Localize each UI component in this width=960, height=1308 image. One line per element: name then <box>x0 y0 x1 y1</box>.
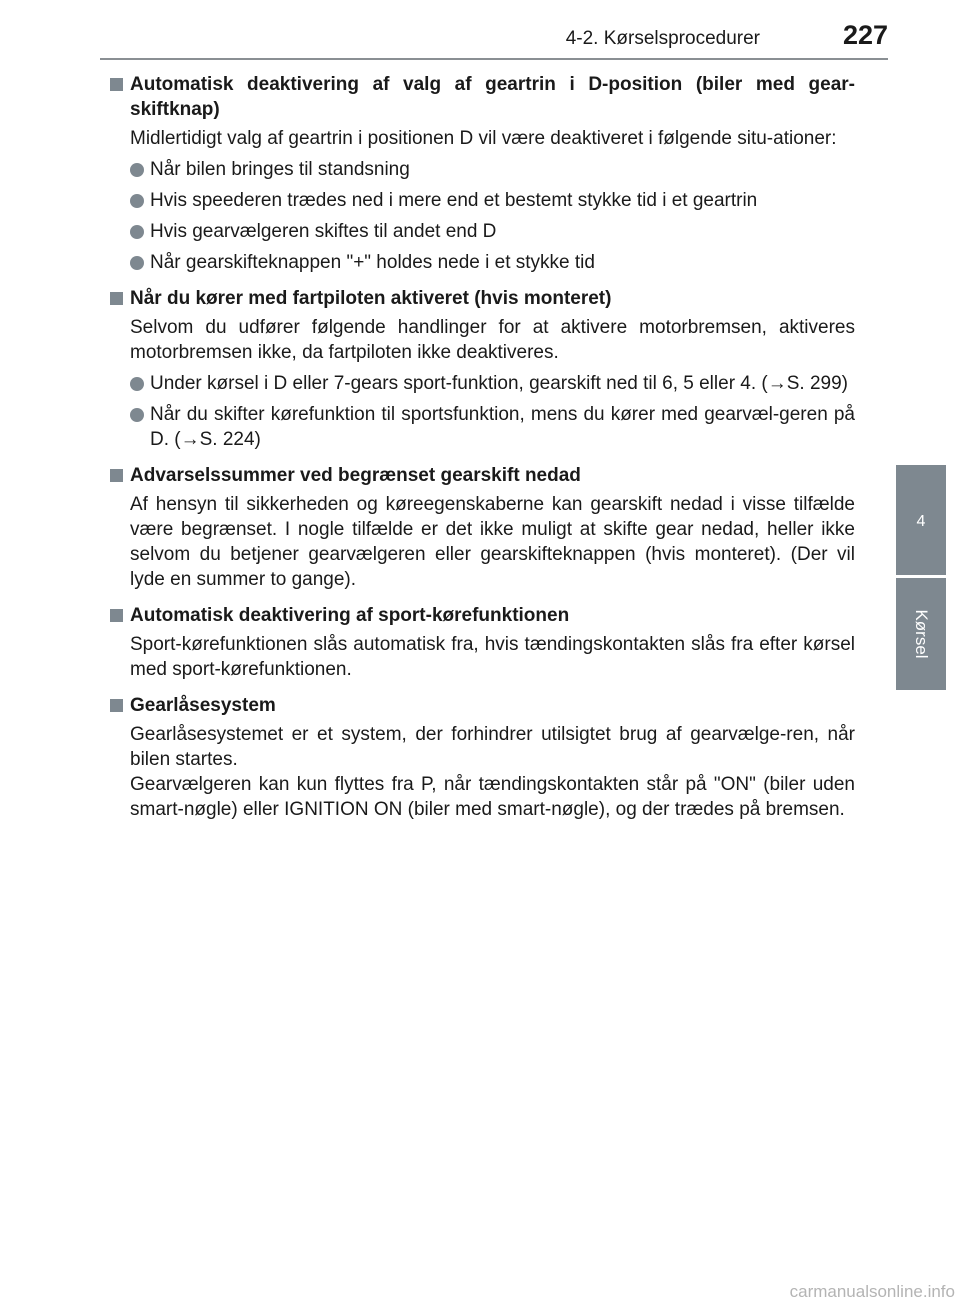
section-warning-buzzer <box>110 463 855 592</box>
section-heading-text: Gearlåsesystem <box>130 695 276 716</box>
section-auto-deactivation-d <box>110 72 855 275</box>
square-bullet-icon <box>110 609 123 622</box>
bullet-list <box>110 157 855 275</box>
section-paragraph: Selvom du udfører følgende handlinger for at aktivere motorbremsen, aktiveres motorbremsen ikke, da fartpiloten ikke deaktiveres. <box>130 317 855 363</box>
list-item-text: Når du skifter kørefunktion til sportsfunktion, mens du kører med gearvæl-geren på D. (→S. 224) <box>150 404 855 450</box>
list-item-text: Hvis speederen trædes ned i mere end et bestemt stykke tid i et geartrin <box>150 190 758 211</box>
circle-bullet-icon <box>130 194 144 208</box>
list-item <box>130 188 855 213</box>
circle-bullet-icon <box>130 256 144 270</box>
list-item <box>130 402 855 452</box>
circle-bullet-icon <box>130 225 144 239</box>
chapter-number: 4 <box>916 513 926 530</box>
section-gear-lock-system <box>110 693 855 822</box>
square-bullet-icon <box>110 469 123 482</box>
bullet-list <box>110 371 855 452</box>
section-cruise-control <box>110 286 855 452</box>
list-item <box>130 157 855 182</box>
section-paragraph: Sport-kørefunktionen slås automatisk fra, hvis tændingskontakten slås fra efter kørsel med sport-kørefunktionen. <box>130 634 855 680</box>
section-heading <box>110 463 855 488</box>
list-item-text: Når gearskifteknappen "+" holdes nede i et stykke tid <box>150 252 595 273</box>
section-heading-text: Automatisk deaktivering af sport-kørefunktionen <box>130 605 570 626</box>
square-bullet-icon <box>110 699 123 712</box>
square-bullet-icon <box>110 78 123 91</box>
square-bullet-icon <box>110 292 123 305</box>
chapter-label: Kørsel <box>912 609 931 659</box>
section-heading-text: Automatisk deaktivering af valg af geartrin i D-position (biler med gear-skiftknap) <box>130 74 855 120</box>
circle-bullet-icon <box>130 163 144 177</box>
section-paragraph: Gearvælgeren kan kun flyttes fra P, når tændingskontakten står på "ON" (biler uden smart-nøgle) eller IGNITION ON (biler med smart-nøgle), og der trædes på bremsen. <box>130 774 855 820</box>
section-heading <box>110 603 855 628</box>
watermark-link[interactable]: carmanualsonline.info <box>789 1282 955 1301</box>
section-heading-text: Advarselssummer ved begrænset gearskift nedad <box>130 465 581 486</box>
circle-bullet-icon <box>130 377 144 391</box>
section-paragraph: Af hensyn til sikkerheden og køreegenskaberne kan gearskift nedad i visse tilfælde være begrænset. I nogle tilfælde er det ikke muligt at skifte gear nedad, heller ikke selvom du betjener gearvælgeren eller gearskifteknappen (hvis monteret). (Der vil lyde en summer to gange). <box>130 494 855 590</box>
list-item-text: Når bilen bringes til standsning <box>150 159 410 180</box>
section-heading <box>110 693 855 718</box>
header-divider <box>100 58 888 60</box>
list-item-text: Hvis gearvælgeren skiftes til andet end D <box>150 221 497 242</box>
page-content <box>110 72 855 833</box>
page-number: 227 <box>842 20 888 50</box>
section-heading <box>110 72 855 122</box>
section-heading <box>110 286 855 311</box>
list-item <box>130 371 855 396</box>
section-sport-mode-deactivation <box>110 603 855 682</box>
section-paragraph: Midlertidigt valg af geartrin i positionen D vil være deaktiveret i følgende situ-ationer: <box>130 128 837 149</box>
chapter-tab-label[interactable] <box>896 578 946 690</box>
section-paragraph: Gearlåsesystemet er et system, der forhindrer utilsigtet brug af gearvælge-ren, når bilen startes. <box>130 724 855 770</box>
circle-bullet-icon <box>130 408 144 422</box>
list-item <box>130 219 855 244</box>
list-item-text: Under kørsel i D eller 7-gears sport-funktion, gearskift ned til 6, 5 eller 4. (→S. 299) <box>150 373 849 394</box>
header-section-title: 4-2. Kørselsprocedurer <box>565 28 760 49</box>
list-item <box>130 250 855 275</box>
section-heading-text: Når du kører med fartpiloten aktiveret (hvis monteret) <box>130 288 612 309</box>
chapter-tab-number[interactable] <box>896 465 946 575</box>
